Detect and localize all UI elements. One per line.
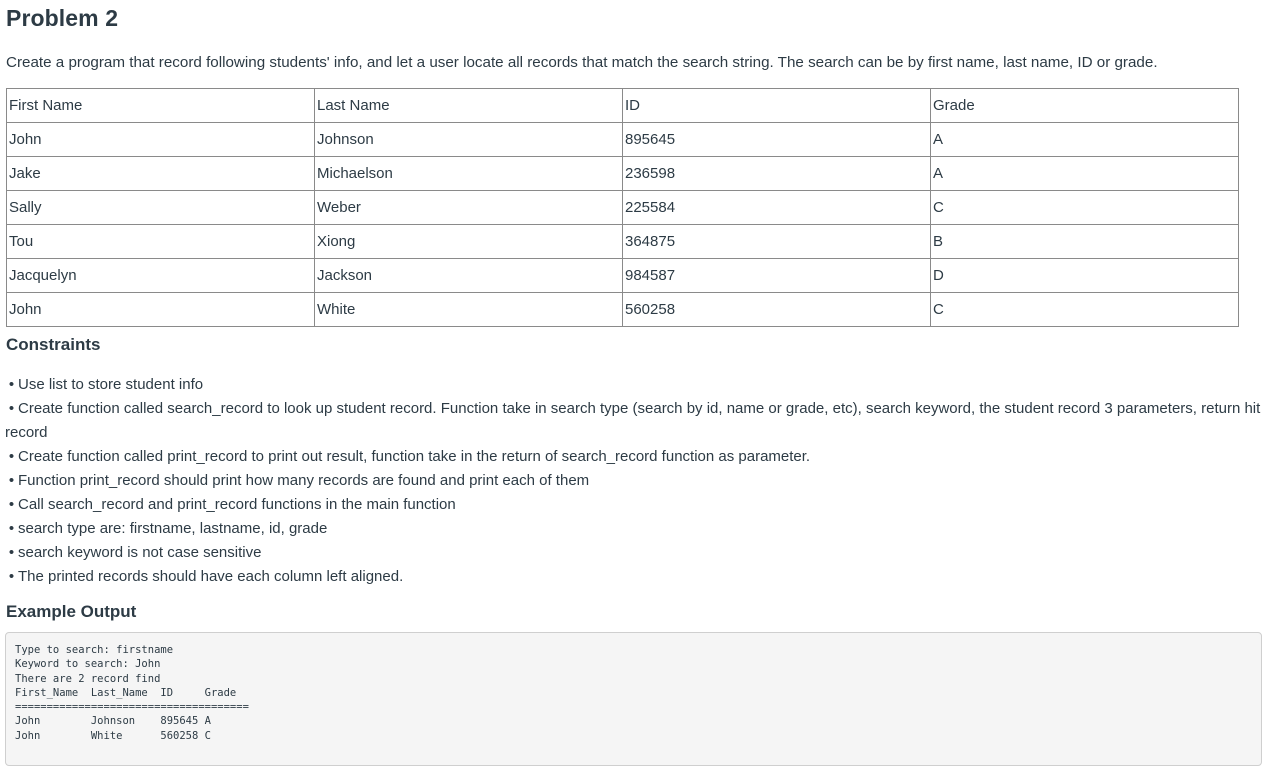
list-item: [5, 517, 1265, 541]
code-line: First_Name Last_Name ID Grade: [15, 686, 237, 699]
constraints-heading: Constraints: [6, 335, 101, 354]
constraints-list: [5, 373, 1265, 589]
code-line: Type to search: firstname: [15, 644, 174, 656]
bullet-icon: •: [8, 376, 15, 393]
constraint-text: The printed records should have each column left aligned.: [18, 568, 404, 585]
column-header-last-name: Last Name: [315, 89, 623, 123]
table-row: [7, 157, 1239, 191]
example-output-heading: Example Output: [6, 602, 137, 621]
list-item: [5, 397, 1265, 445]
bullet-icon: •: [8, 496, 15, 513]
cell-first-name: John: [7, 123, 315, 157]
constraint-text: Function print_record should print how many records are found and print each of them: [18, 472, 590, 489]
constraint-text: Create function called print_record to print out result, function take in the return of search_record function as parameter.: [18, 448, 811, 465]
cell-grade: C: [931, 293, 1239, 327]
cell-last-name: Weber: [315, 191, 623, 225]
cell-id: 560258: [623, 293, 931, 327]
cell-id: 984587: [623, 259, 931, 293]
column-header-grade: Grade: [931, 89, 1239, 123]
bullet-icon: •: [8, 400, 15, 417]
code-line: John White 560258 C: [15, 729, 211, 742]
cell-id: 364875: [623, 225, 931, 259]
constraint-text: Use list to store student info: [18, 376, 204, 393]
bullet-icon: •: [8, 568, 15, 585]
list-item: [5, 373, 1265, 397]
cell-grade: A: [931, 157, 1239, 191]
cell-id: 236598: [623, 157, 931, 191]
bullet-icon: •: [8, 544, 15, 561]
list-item: [5, 469, 1265, 493]
cell-grade: A: [931, 123, 1239, 157]
table-row: [7, 123, 1239, 157]
cell-first-name: John: [7, 293, 315, 327]
bullet-icon: •: [8, 448, 15, 465]
code-line: John Johnson 895645 A: [15, 715, 211, 728]
cell-id: 225584: [623, 191, 931, 225]
list-item: [5, 493, 1265, 517]
cell-grade: C: [931, 191, 1239, 225]
cell-first-name: Sally: [7, 191, 315, 225]
bullet-icon: •: [8, 520, 15, 537]
constraint-text: search keyword is not case sensitive: [18, 544, 262, 561]
cell-grade: B: [931, 225, 1239, 259]
cell-first-name: Jacquelyn: [7, 259, 315, 293]
constraint-text: Create function called search_record to look up student record. Function take in search type (search by id, name or grade, etc), search keyword, the student record 3 parameters, return hit record: [5, 400, 1261, 441]
cell-grade: D: [931, 259, 1239, 293]
table-header-row: [7, 89, 1239, 123]
list-item: [5, 565, 1265, 589]
table-row: [7, 293, 1239, 327]
table-row: [7, 191, 1239, 225]
cell-first-name: Jake: [7, 157, 315, 191]
code-line: Keyword to search: John: [15, 658, 161, 671]
code-line: There are 2 record find: [15, 672, 161, 685]
column-header-first-name: First Name: [7, 89, 315, 123]
cell-last-name: Jackson: [315, 259, 623, 293]
cell-last-name: Johnson: [315, 123, 623, 157]
student-table: [6, 88, 1239, 327]
cell-last-name: Xiong: [315, 225, 623, 259]
cell-id: 895645: [623, 123, 931, 157]
table-row: [7, 225, 1239, 259]
list-item: [5, 445, 1265, 469]
problem-description: Create a program that record following students' info, and let a user locate all records that match the search string. The search can be by first name, last name, ID or grade.: [6, 54, 1158, 71]
list-item: [5, 541, 1265, 565]
constraint-text: Call search_record and print_record functions in the main function: [18, 496, 456, 513]
page-title: Problem 2: [6, 5, 119, 31]
example-output-code-block: [5, 632, 1262, 766]
cell-first-name: Tou: [7, 225, 315, 259]
cell-last-name: White: [315, 293, 623, 327]
code-line: =====================================: [15, 701, 249, 714]
cell-last-name: Michaelson: [315, 157, 623, 191]
table-row: [7, 259, 1239, 293]
constraint-text: search type are: firstname, lastname, id, grade: [18, 520, 328, 537]
column-header-id: ID: [623, 89, 931, 123]
bullet-icon: •: [8, 472, 15, 489]
